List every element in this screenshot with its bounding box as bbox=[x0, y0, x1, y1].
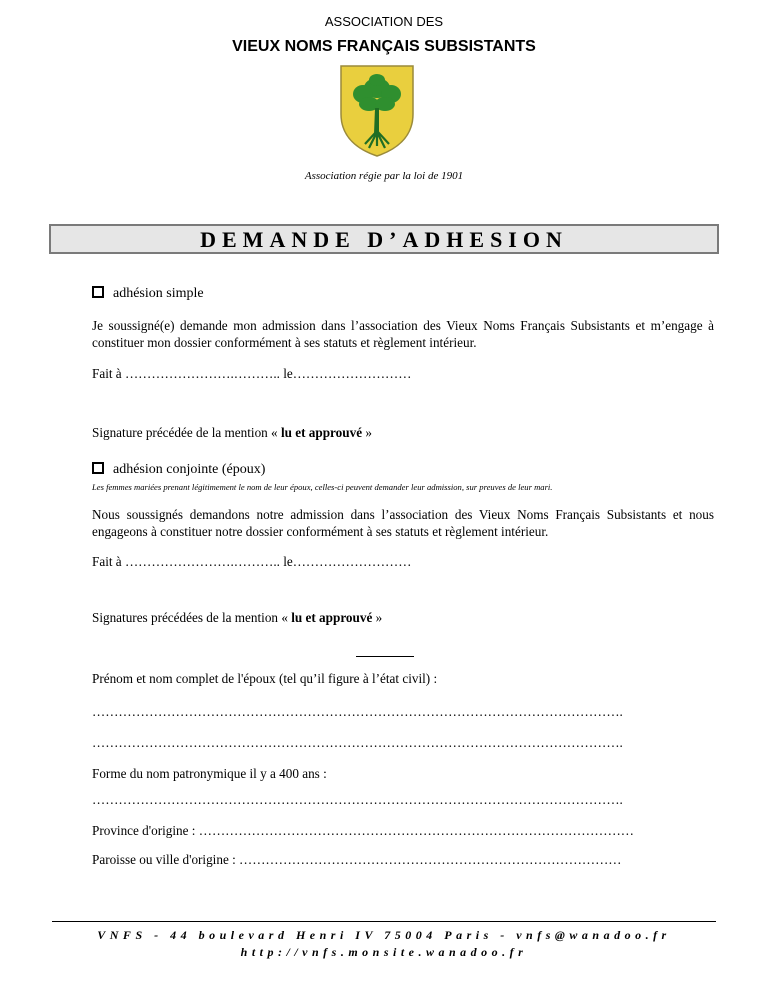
joint-signature-mention bbox=[92, 610, 382, 626]
spouse-name-line-1[interactable]: …………………………………………………………………………………………………………. bbox=[92, 704, 623, 719]
joint-checkbox[interactable] bbox=[92, 462, 104, 474]
joint-place-date: Fait à …………………….……….. le……………………… bbox=[92, 554, 412, 569]
section-divider bbox=[356, 656, 414, 657]
legal-status: Association régie par la loi de 1901 bbox=[304, 170, 464, 182]
spouse-name-label: Prénom et nom complet de l'époux (tel qu’il figure à l’état civil) : bbox=[92, 671, 438, 686]
option-simple[interactable] bbox=[92, 286, 204, 302]
signature-mention-prefix: Signature précédée de la mention « bbox=[92, 425, 281, 440]
simple-statement: Je soussigné(e) demande mon admission dans l’association des Vieux Noms Français Subsistants et m’engage à constituer mon dossier conformément à ses statuts et règlement intérieur. bbox=[92, 318, 714, 350]
joint-note: Les femmes mariées prenant légitimement le nom de leur époux, celles-ci peuvent demander leur admission, sur preuves de leur mari. bbox=[92, 482, 553, 492]
simple-signature-mention bbox=[92, 425, 372, 441]
signature-mention-bold: lu et approuvé bbox=[291, 610, 373, 625]
parish-field[interactable]: Paroisse ou ville d'origine : …………………………………………………………………………… bbox=[92, 852, 622, 867]
spouse-name-line-2[interactable]: …………………………………………………………………………………………………………. bbox=[92, 735, 623, 750]
joint-statement: Nous soussignés demandons notre admission dans l’association des Vieux Noms Français Subsistants et nous engageons à constituer notre dossier conformément à ses statuts et règlement intérieur. bbox=[92, 507, 714, 539]
simple-checkbox[interactable] bbox=[92, 286, 104, 298]
surname-form-line[interactable]: …………………………………………………………………………………………………………. bbox=[92, 792, 623, 807]
footer-website[interactable]: http://vnfs.monsite.wanadoo.fr bbox=[240, 945, 528, 959]
coat-of-arms-tree-icon bbox=[339, 64, 415, 158]
signature-mention-prefix: Signatures précédées de la mention « bbox=[92, 610, 292, 625]
signature-mention-suffix: » bbox=[372, 610, 383, 625]
signature-mention-suffix: » bbox=[362, 425, 372, 440]
page-title: DEMANDE D’ADHESION bbox=[49, 224, 719, 254]
joint-option-label: adhésion conjointe (époux) bbox=[113, 462, 266, 477]
org-heading-line1: ASSOCIATION DES bbox=[324, 14, 444, 29]
province-field[interactable]: Province d'origine : ……………………………………………………………………………………… bbox=[92, 823, 634, 838]
surname-form-label: Forme du nom patronymique il y a 400 ans : bbox=[92, 766, 327, 781]
option-joint[interactable] bbox=[92, 462, 265, 478]
org-heading-name: VIEUX NOMS FRANÇAIS SUBSISTANTS bbox=[232, 38, 536, 55]
signature-mention-bold: lu et approuvé bbox=[280, 425, 363, 440]
simple-place-date: Fait à …………………….……….. le……………………… bbox=[92, 366, 412, 381]
simple-option-label: adhésion simple bbox=[113, 286, 204, 301]
footer-address: VNFS - 44 boulevard Henri IV 75004 Paris - vnfs@wanadoo.fr bbox=[97, 928, 671, 942]
footer-rule bbox=[52, 921, 716, 922]
